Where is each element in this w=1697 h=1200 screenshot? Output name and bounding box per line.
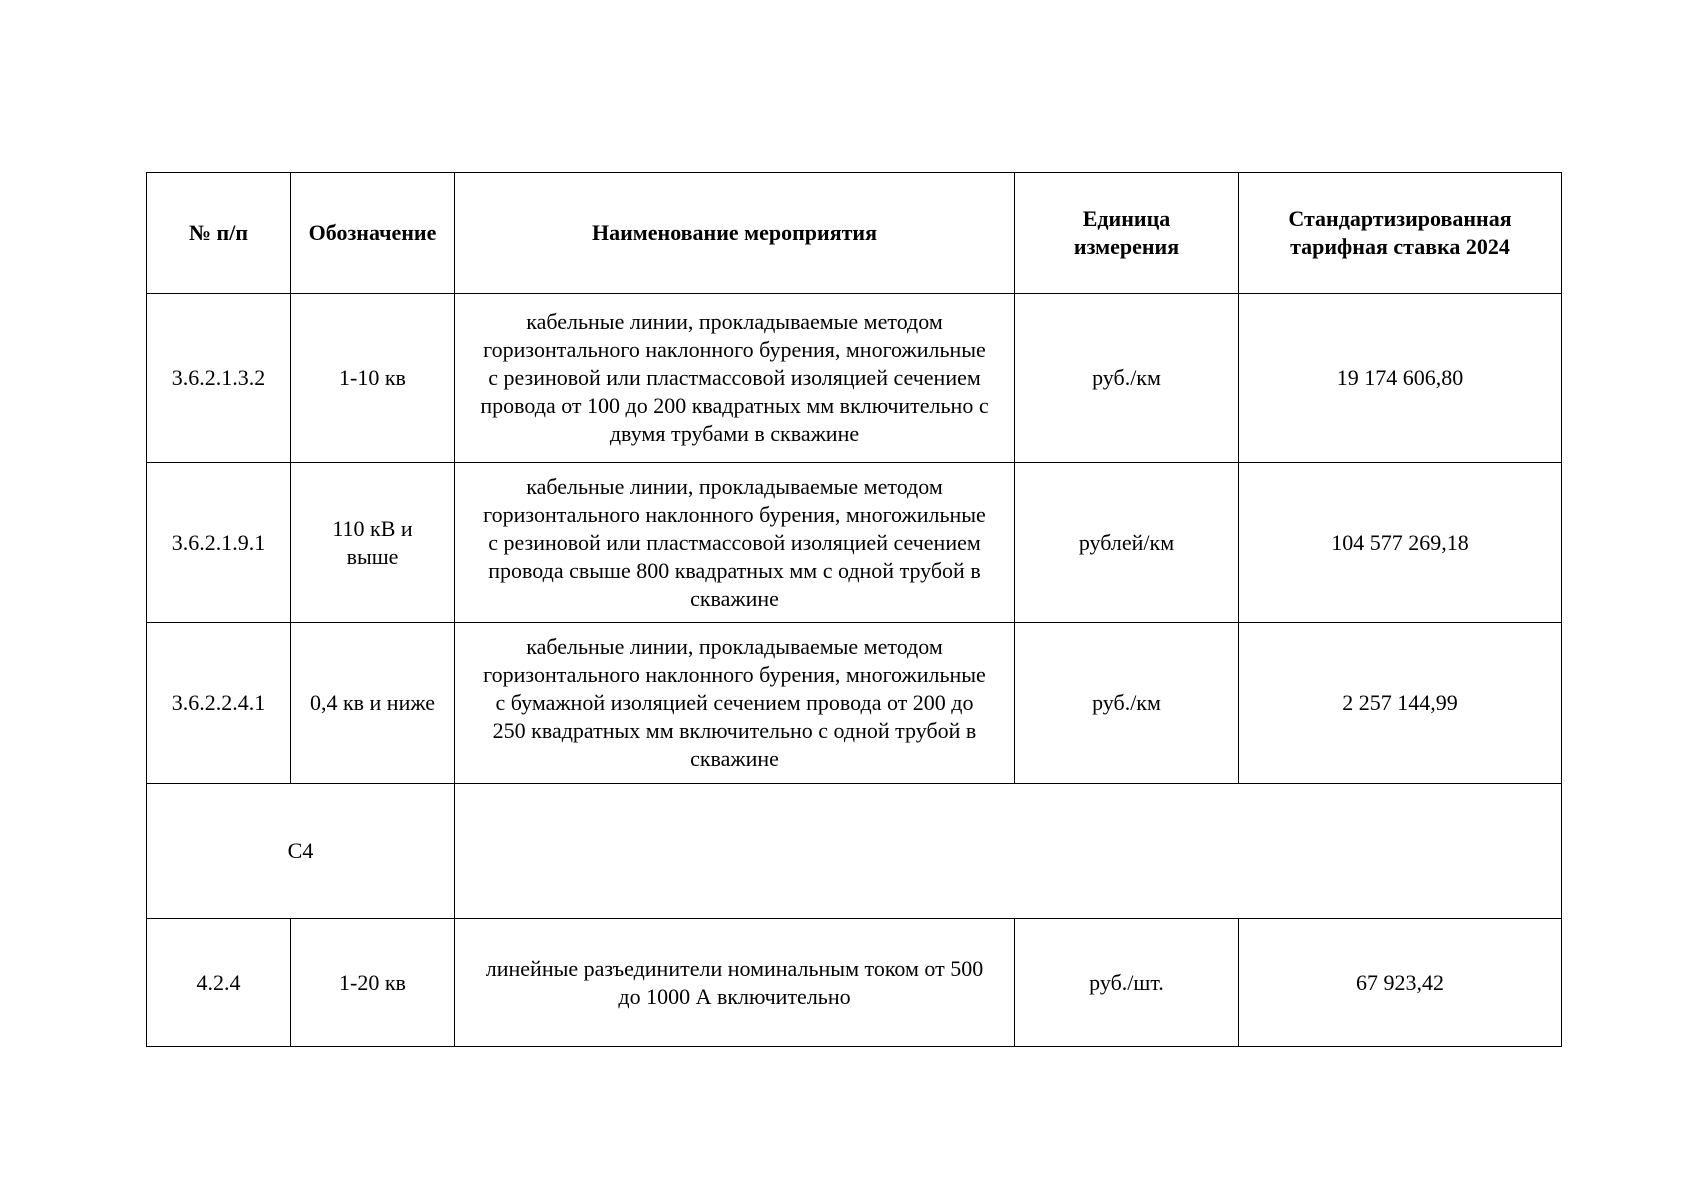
cell-rate: 104 577 269,18 — [1239, 463, 1562, 623]
cell-number: 3.6.2.1.3.2 — [147, 294, 291, 463]
cell-number: 3.6.2.1.9.1 — [147, 463, 291, 623]
cell-rate: 67 923,42 — [1239, 919, 1562, 1047]
cell-number: 3.6.2.2.4.1 — [147, 623, 291, 784]
cell-unit: руб./шт. — [1015, 919, 1239, 1047]
section-row — [147, 784, 1562, 919]
table-row — [147, 463, 1562, 623]
section-label: С4 — [147, 784, 455, 919]
header-unit: Единица измерения — [1015, 173, 1239, 294]
table-row — [147, 919, 1562, 1047]
header-rate: Стандартизированная тарифная ставка 2024 — [1239, 173, 1562, 294]
cell-designation: 110 кВ и выше — [291, 463, 455, 623]
header-designation: Обозначение — [291, 173, 455, 294]
cell-number: 4.2.4 — [147, 919, 291, 1047]
cell-designation: 0,4 кв и ниже — [291, 623, 455, 784]
header-number: № п/п — [147, 173, 291, 294]
cell-designation: 1-10 кв — [291, 294, 455, 463]
cell-designation: 1-20 кв — [291, 919, 455, 1047]
cell-rate: 2 257 144,99 — [1239, 623, 1562, 784]
table-header-row — [147, 173, 1562, 294]
cell-unit: руб./км — [1015, 294, 1239, 463]
header-name: Наименование мероприятия — [455, 173, 1015, 294]
table-row — [147, 623, 1562, 784]
section-content — [455, 784, 1562, 919]
tariff-table — [146, 172, 1562, 1047]
cell-unit: рублей/км — [1015, 463, 1239, 623]
cell-name: линейные разъединители номинальным током от 500 до 1000 А включительно — [455, 919, 1015, 1047]
table-row — [147, 294, 1562, 463]
cell-name: кабельные линии, прокладываемые методом горизонтального наклонного бурения, многожильные с резиновой или пластмассовой изоляцией сечением провода от 100 до 200 квадратных мм включительно с двумя трубами в скважине — [455, 294, 1015, 463]
cell-rate: 19 174 606,80 — [1239, 294, 1562, 463]
cell-name: кабельные линии, прокладываемые методом горизонтального наклонного бурения, многожильные с резиновой или пластмассовой изоляцией сечением провода свыше 800 квадратных мм с одной трубой в скважине — [455, 463, 1015, 623]
cell-unit: руб./км — [1015, 623, 1239, 784]
cell-name: кабельные линии, прокладываемые методом горизонтального наклонного бурения, многожильные с бумажной изоляцией сечением провода от 200 до 250 квадратных мм включительно с одной трубой в скважине — [455, 623, 1015, 784]
